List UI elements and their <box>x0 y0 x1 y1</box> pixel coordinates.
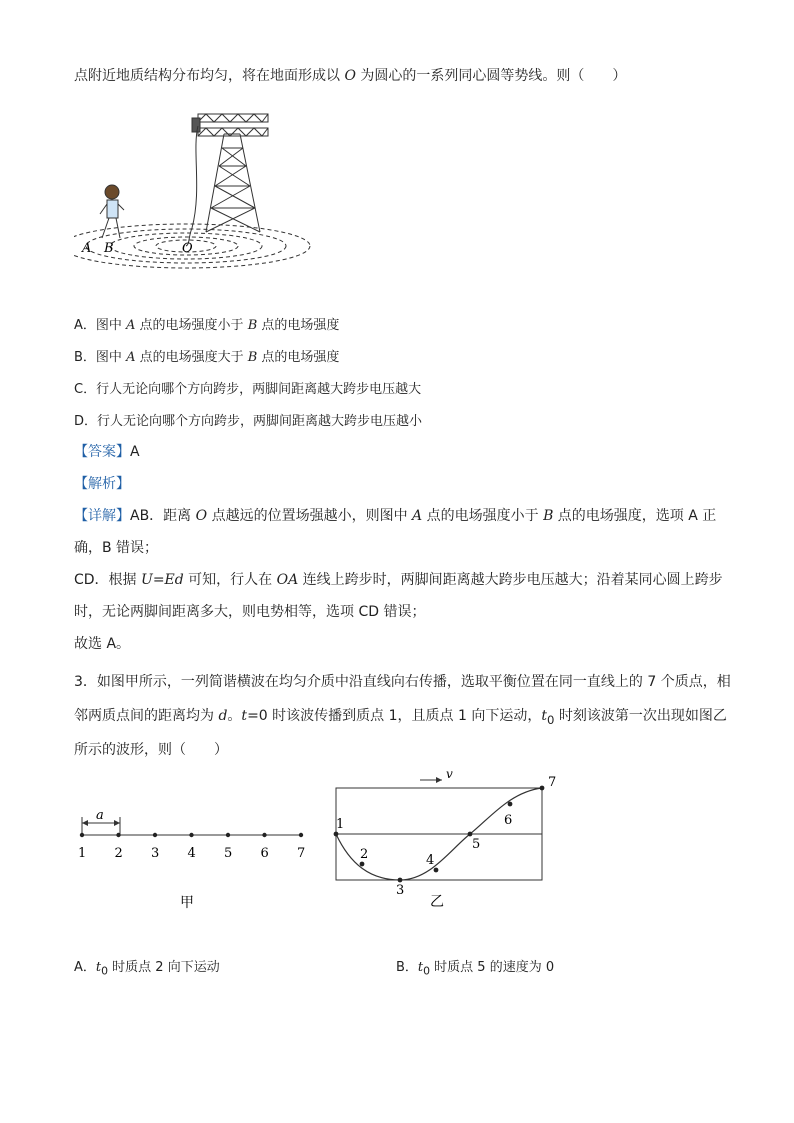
opt-text: 点的电场强度 <box>257 350 340 365</box>
detail-line-3 <box>74 570 723 590</box>
point-dot <box>80 833 84 837</box>
wave-point-dot <box>334 832 339 837</box>
answer-value: A <box>130 444 140 460</box>
stem-text: 。 <box>227 708 242 724</box>
opt-var: A <box>126 350 136 365</box>
q2-option-d[interactable]: D．行人无论向哪个方向跨步，两脚间距离越大跨步电压越小 <box>74 414 423 429</box>
caption-jia: 甲 <box>180 895 194 911</box>
point-label: 1 <box>78 846 87 861</box>
stem-var: d <box>218 708 228 724</box>
detail-text: AB．距离 <box>130 508 196 524</box>
detail-text: 点的电场强度，选项 A 正 <box>553 508 717 524</box>
stem-text: 为圆心的一系列同心圆等势线。则（ ） <box>355 68 627 84</box>
wave-point-dot <box>360 862 365 867</box>
point-dot <box>299 833 303 837</box>
opt-sub: 0 <box>101 964 109 978</box>
answer-line <box>74 442 140 462</box>
wave-point-label: 2 <box>360 847 369 862</box>
detail-line-4: 时，无论两脚间距离多大，则电势相等，选项 CD 错误； <box>74 604 426 620</box>
point-label: 6 <box>260 846 269 861</box>
velocity-label: v <box>446 767 453 781</box>
q3-stem-line-2 <box>74 706 727 730</box>
q3-option-b[interactable] <box>396 958 554 982</box>
analysis-tag <box>74 474 130 494</box>
label-B: B <box>104 241 114 256</box>
detail-text: 点的电场强度小于 <box>422 508 544 524</box>
detail-text: 连线上跨步时，两脚间距离越大跨步电压越大；沿着某同心圆上跨步 <box>298 572 723 588</box>
wave-point-label: 4 <box>426 853 435 868</box>
opt-var: B <box>247 318 258 333</box>
detail-text: 可知，行人在 <box>183 572 277 588</box>
point-label: 4 <box>187 846 196 861</box>
opt-text: B．图中 <box>74 350 127 365</box>
point-label: 2 <box>114 846 123 861</box>
wave-point-label: 6 <box>504 813 513 828</box>
point-dot <box>226 833 230 837</box>
answer-tag: 【答案】 <box>74 444 130 460</box>
analysis-tag-text: 【解析】 <box>74 476 130 492</box>
spacing-label: a <box>96 808 104 823</box>
opt-text: A．图中 <box>74 318 127 333</box>
label-O: O <box>182 241 193 256</box>
detail-var: B <box>543 508 554 524</box>
detail-text: 点越远的位置场强越小，则图中 <box>207 508 413 524</box>
point-label: 3 <box>151 846 160 861</box>
wave-point-dot <box>540 786 545 791</box>
stem-text: =0 时该波传播到质点 1，且质点 1 向下运动， <box>247 708 542 724</box>
opt-text: 点的电场强度小于 <box>135 318 248 333</box>
point-label: 7 <box>297 846 306 861</box>
opt-var: t <box>417 960 424 975</box>
q3-stem-line-1: 3．如图甲所示，一列简谐横波在均匀介质中沿直线向右传播，选取平衡位置在同一直线上的 7 个质点，相 <box>74 674 731 690</box>
caption-yi: 乙 <box>430 894 444 910</box>
wave-point-label: 1 <box>336 817 345 832</box>
figure-jia <box>74 805 314 915</box>
stem-var: t <box>241 708 248 724</box>
opt-sub: 0 <box>423 964 431 978</box>
q2-option-a[interactable] <box>74 316 339 336</box>
opt-text: A． <box>74 960 96 975</box>
detail-var: A <box>412 508 423 524</box>
wave-point-dot <box>434 868 439 873</box>
detail-line-1 <box>74 506 716 526</box>
wave-point-dot <box>508 802 513 807</box>
detail-text: CD．根据 <box>74 572 142 588</box>
label-A: A <box>82 241 92 256</box>
stem-var: t <box>541 708 547 724</box>
q3-stem-line-3: 所示的波形，则（ ） <box>74 742 228 758</box>
stem-var-O: O <box>344 68 356 84</box>
point-dot <box>189 833 193 837</box>
wave-point-dot <box>468 832 473 837</box>
wave-point-label: 7 <box>548 775 557 790</box>
q2-option-c[interactable]: C．行人无论向哪个方向跨步，两脚间距离越大跨步电压越大 <box>74 382 422 397</box>
point-dot <box>116 833 120 837</box>
opt-text: 点的电场强度大于 <box>135 350 248 365</box>
q2-option-b[interactable] <box>74 348 339 368</box>
tower-figure <box>74 110 314 270</box>
wave-point-dot <box>398 878 403 883</box>
opt-var: t <box>95 960 102 975</box>
point-label: 5 <box>224 846 233 861</box>
point-dot <box>262 833 266 837</box>
opt-text: 点的电场强度 <box>257 318 340 333</box>
stem-text: 邻两质点间的距离均为 <box>74 708 219 724</box>
wave-point-label: 3 <box>396 883 405 898</box>
q2-stem-tail <box>74 66 626 86</box>
q3-option-a[interactable] <box>74 958 220 982</box>
figure-yi <box>330 764 570 914</box>
detail-tag: 【详解】 <box>74 508 130 524</box>
opt-text: 时质点 5 的速度为 0 <box>430 960 555 975</box>
opt-var: B <box>247 350 258 365</box>
stem-sub: 0 <box>546 712 555 727</box>
opt-text: B． <box>396 960 418 975</box>
detail-line-2: 确，B 错误； <box>74 540 159 556</box>
detail-var: U=Ed <box>141 572 184 588</box>
detail-line-5: 故选 A。 <box>74 636 131 652</box>
stem-text: 点附近地质结构分布均匀，将在地面形成以 <box>74 68 345 84</box>
stem-text: 时刻该波第一次出现如图乙 <box>554 708 727 724</box>
detail-var: O <box>195 508 208 524</box>
wave-point-label: 5 <box>472 837 481 852</box>
detail-var: OA <box>276 572 299 588</box>
opt-var: A <box>126 318 136 333</box>
opt-text: 时质点 2 向下运动 <box>108 960 220 975</box>
point-dot <box>153 833 157 837</box>
